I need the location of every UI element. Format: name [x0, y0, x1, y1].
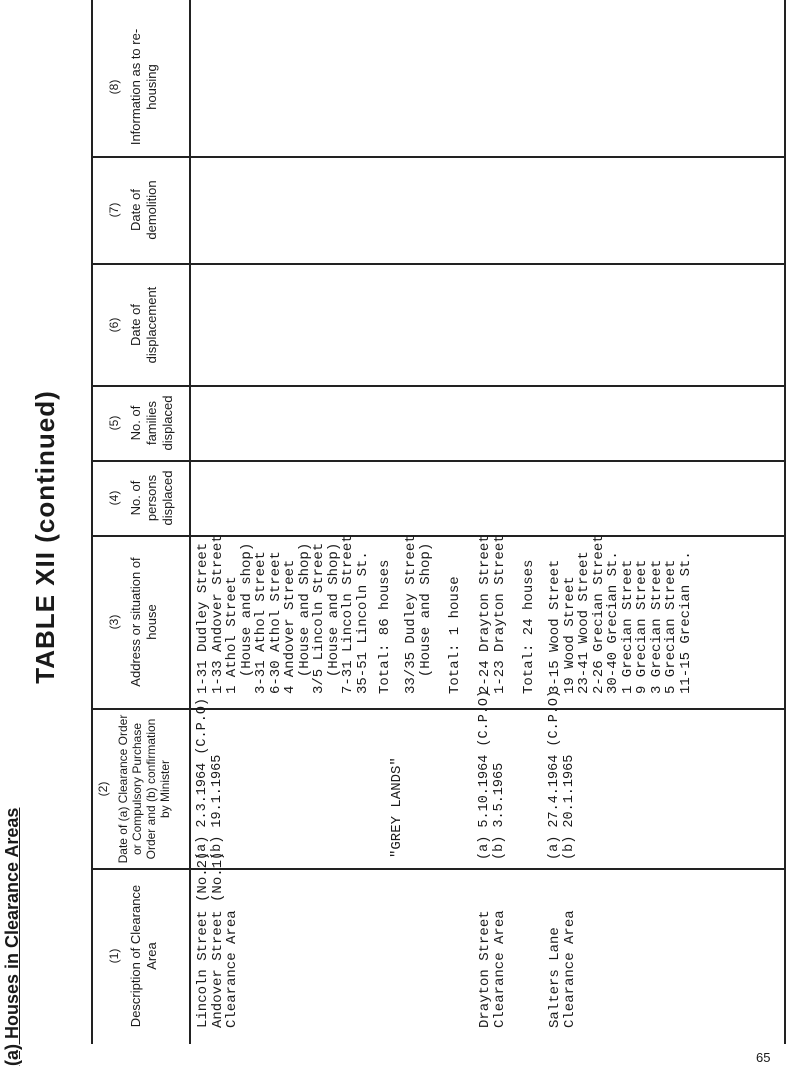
header-col-7: (7) Date of demolition [107, 180, 159, 240]
clearance-area-drayton: Drayton Street Clearance Area [477, 910, 508, 1028]
address-salters: 3-15 Wood Street 19 Wood Street 23-41 Wood Street 2-26 Grecian Street 30-40 Grecian St. 1 Grecian Street 9 Grecian Street 3 Grecian Street 5 Grecian Street 11-15 Grecian St. [547, 534, 694, 694]
header-col-2: (2) Date of (a) Clearance Order or Compulsory Purchase Order and (b) confirmation by Minister [96, 714, 172, 864]
address-lincoln: 1-31 Dudley Street 1-33 Andover Street 1 Athol Street (House and shop) 3-31 Athol Street 6-30 Athol Street 4 Andover Street (House and Shop) 3/5 Lincoln Street (House and Shop) 7-31 Lincoln Street 35-51 Lincoln St. [195, 534, 371, 694]
total-lincoln: Total: 86 houses [377, 559, 393, 694]
dates-salters: (a) 27.4.1964 (C.P.O) (b) 20.1.1965 [547, 689, 577, 860]
header-col-6: (6) Date of displacement [107, 286, 159, 364]
grey-lands-label: "GREY LANDS" [389, 757, 405, 858]
table-title: TABLE XII (continued) [30, 390, 60, 684]
page-number: 65 [756, 1050, 771, 1065]
address-drayton: 2-24 Drayton Street 1-23 Drayton Street [477, 534, 508, 694]
dates-lincoln: (a) 2.3.1964 (C.P.O) (b) 19.1.1965 [195, 697, 225, 860]
header-col-8: (8) Information as to re-housing [107, 28, 159, 146]
header-col-5: (5) No. of families displaced [107, 395, 175, 451]
total-drayton: Total: 24 houses [521, 559, 537, 694]
dates-drayton: (a) 5.10.1964 (C.P.O) (b) 3.5.1965 [477, 689, 507, 860]
header-col-1: (1) Description of Clearance Area [107, 884, 159, 1028]
header-col-4: (4) No. of persons displaced [107, 470, 175, 526]
address-grey-lands: 33/35 Dudley Street (House and Shop) [403, 534, 434, 694]
total-grey-lands: Total: 1 house [447, 576, 463, 694]
header-col-3: (3) Address or situation of house [107, 557, 159, 687]
table-subtitle: (a) Houses in Clearance Areas [2, 807, 22, 1066]
clearance-area-salters: Salters Lane Clearance Area [547, 910, 578, 1028]
clearance-area-lincoln: Lincoln Street (No.2) Andover Street (No.1) Clearance Area [195, 851, 240, 1028]
